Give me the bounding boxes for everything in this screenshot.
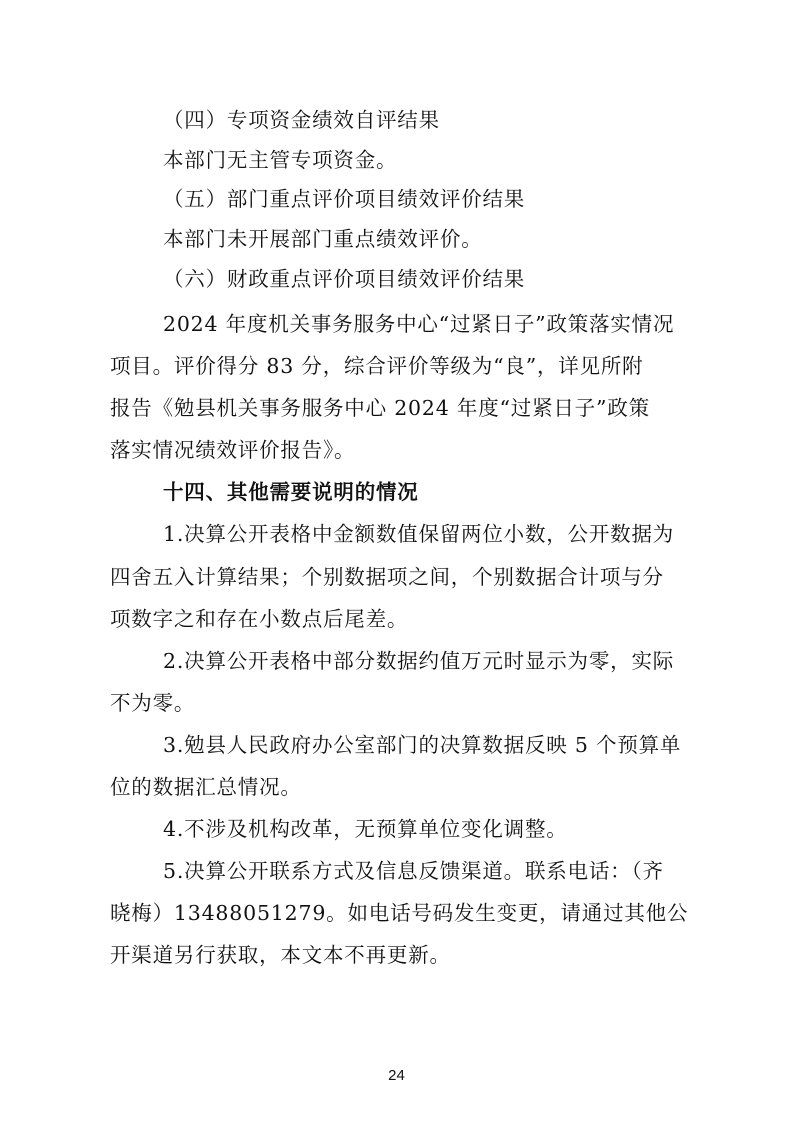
item-5-line: 开渠道另行获取，本文本不再更新。 bbox=[110, 943, 451, 967]
item-2-line: 不为零。 bbox=[110, 691, 196, 715]
section-6-heading: （六）财政重点评价项目绩效评价结果 bbox=[163, 267, 526, 291]
item-3-line: 3.勉县人民政府办公室部门的决算数据反映 5 个预算单 bbox=[163, 733, 682, 757]
section-5-heading: （五）部门重点评价项目绩效评价结果 bbox=[163, 187, 526, 211]
section-6-body-line: 2024 年度机关事务服务中心“过紧日子”政策落实情况 bbox=[163, 312, 675, 336]
item-1-line: 项数字之和存在小数点后尾差。 bbox=[110, 607, 409, 631]
item-1-line: 1.决算公开表格中金额数值保留两位小数，公开数据为 bbox=[163, 522, 675, 546]
section-4-body: 本部门无主管专项资金。 bbox=[163, 148, 398, 172]
item-4-line: 4.不涉及机构改革，无预算单位变化调整。 bbox=[163, 817, 568, 841]
section-6-body-line: 落实情况绩效评价报告》。 bbox=[110, 438, 356, 462]
section-6-body-line: 项目。评价得分 83 分，综合评价等级为“良”，详见所附 bbox=[110, 354, 644, 378]
page-number: 24 bbox=[388, 1067, 405, 1084]
section-4-heading: （四）专项资金绩效自评结果 bbox=[163, 108, 440, 132]
section-5-body: 本部门未开展部门重点绩效评价。 bbox=[163, 227, 483, 251]
section-6-body-line: 报告《勉县机关事务服务中心 2024 年度“过紧日子”政策 bbox=[110, 396, 650, 420]
item-1-line: 四舍五入计算结果；个别数据项之间，个别数据合计项与分 bbox=[110, 565, 664, 589]
section-14-heading: 十四、其他需要说明的情况 bbox=[163, 480, 419, 504]
item-5-line: 5.决算公开联系方式及信息反馈渠道。联系电话：（齐 bbox=[163, 859, 664, 883]
item-5-line: 晓梅）13488051279。如电话号码发生变更，请通过其他公 bbox=[110, 901, 689, 925]
item-3-line: 位的数据汇总情况。 bbox=[110, 775, 302, 799]
item-2-line: 2.决算公开表格中部分数据约值万元时显示为零，实际 bbox=[163, 649, 675, 673]
